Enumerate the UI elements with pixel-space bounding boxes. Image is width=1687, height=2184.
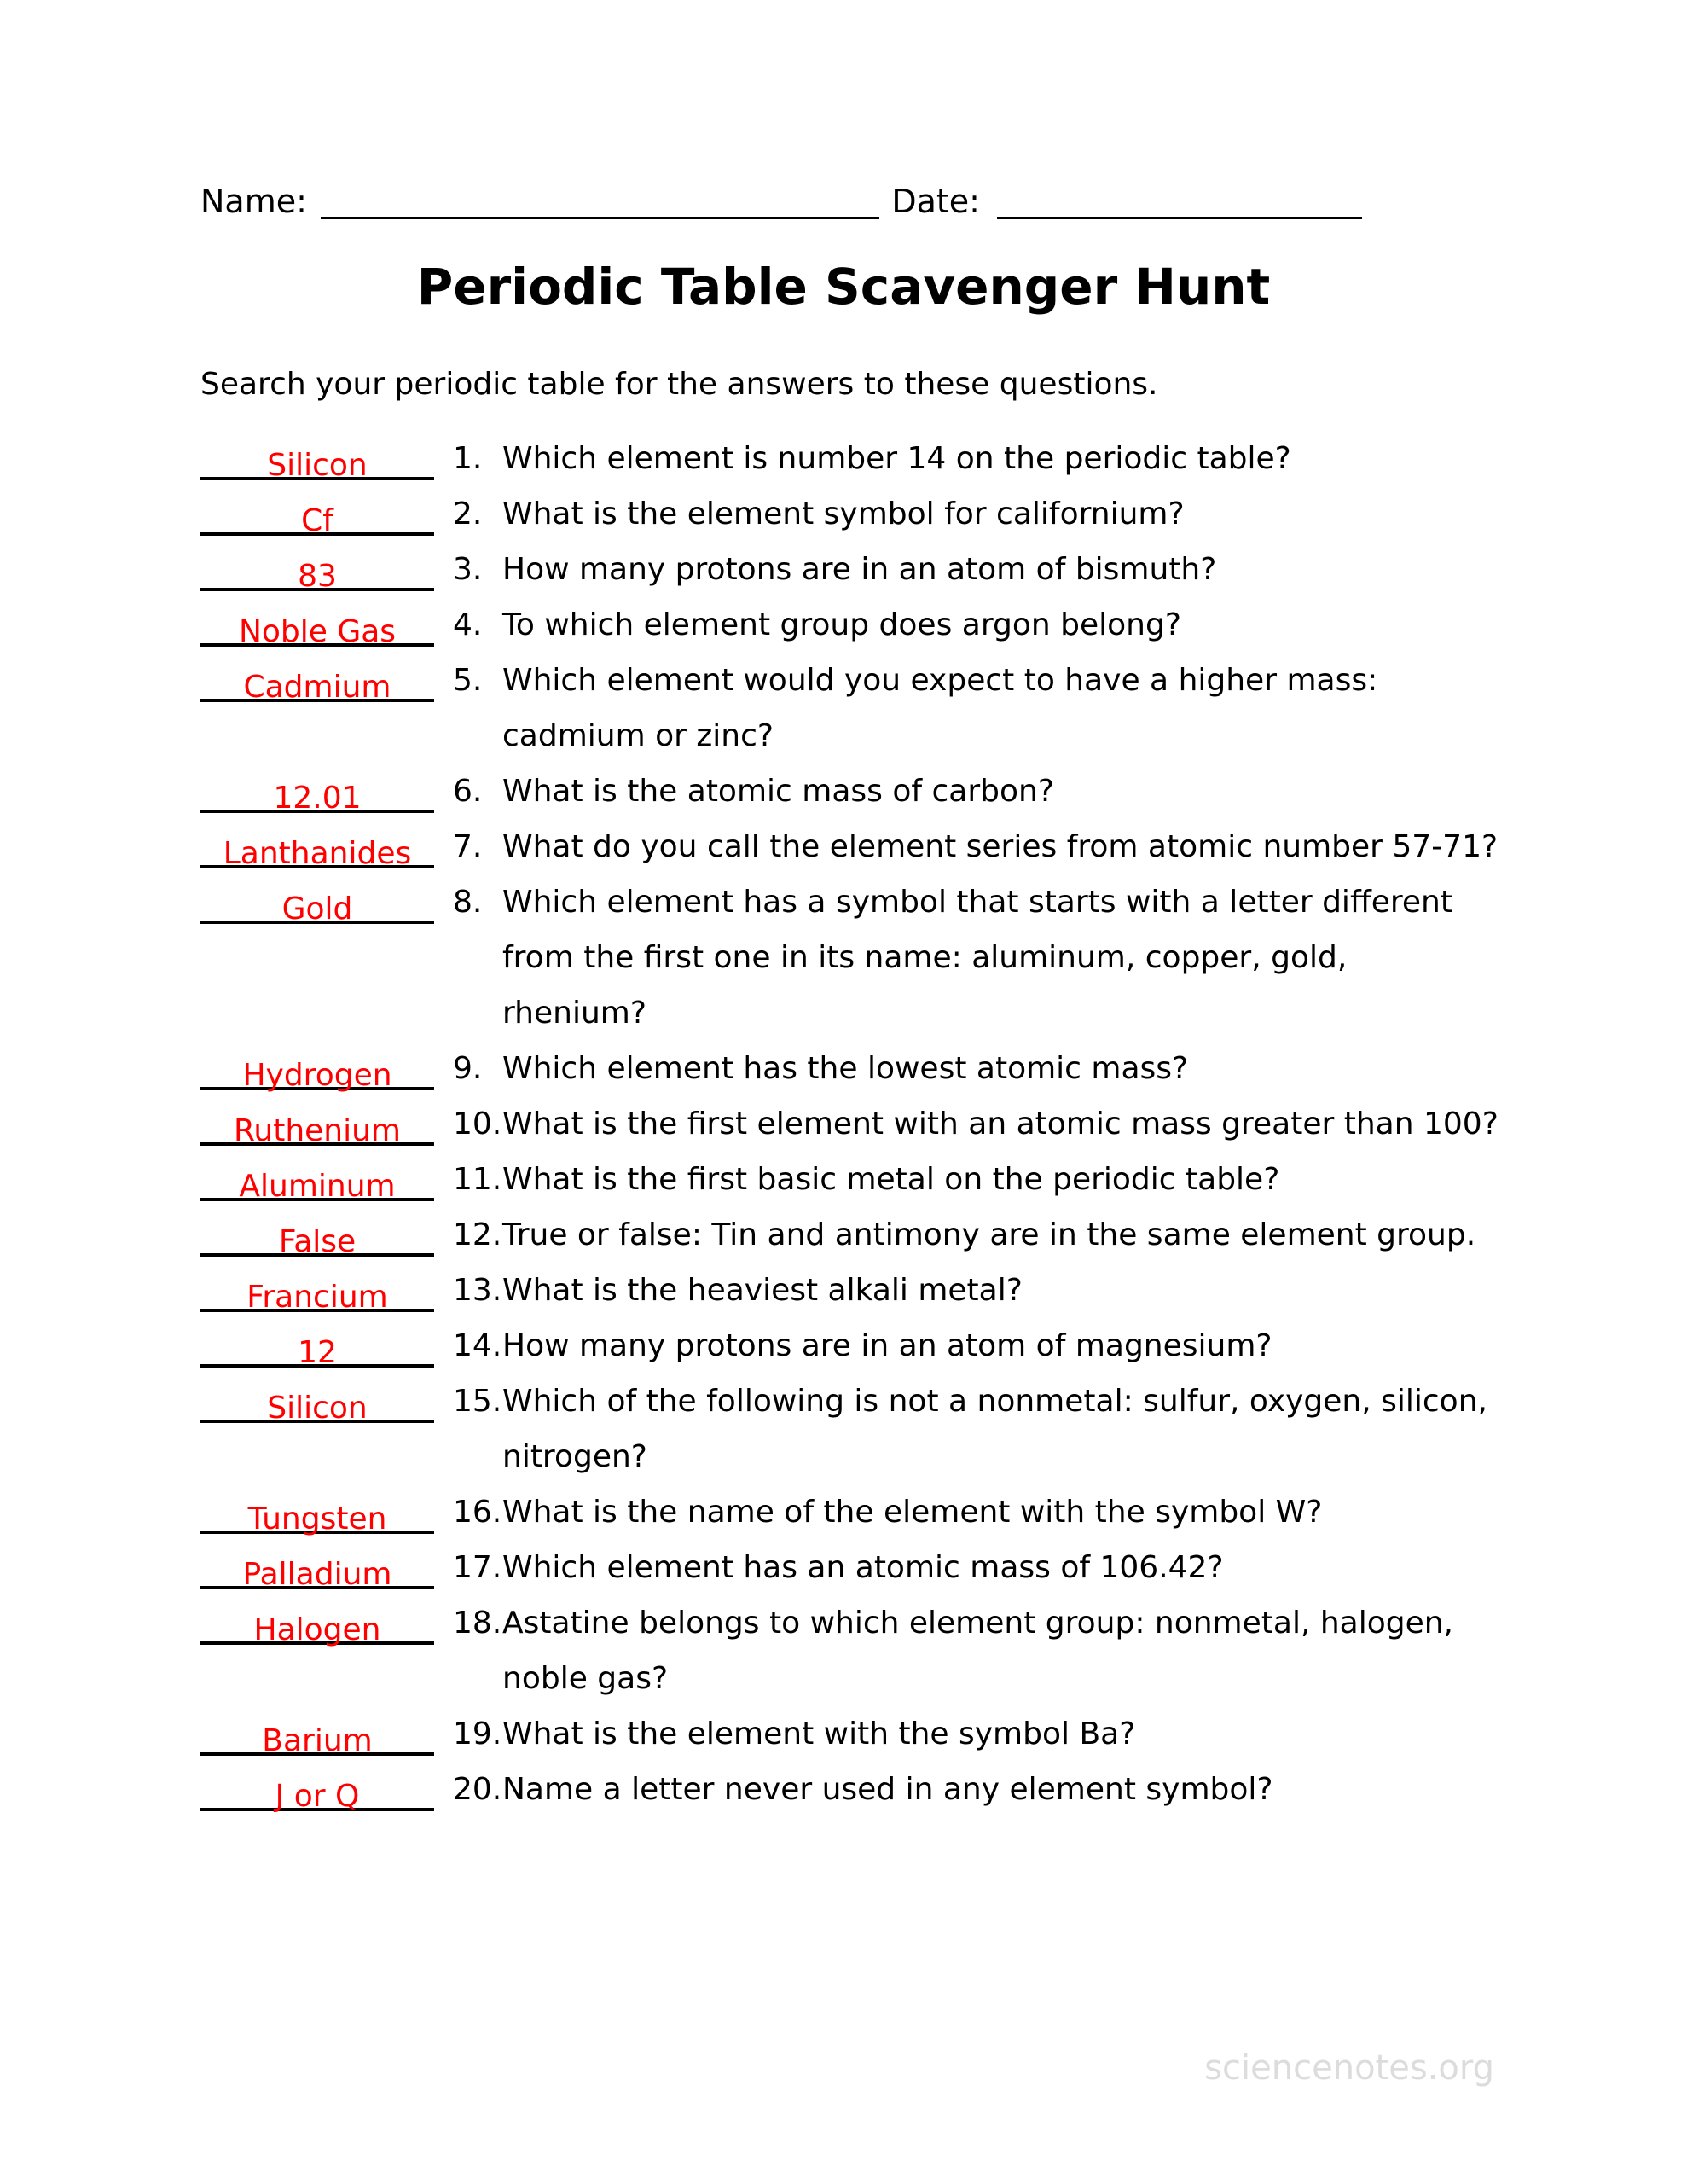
footer-site-credit: sciencenotes.org xyxy=(1204,2048,1494,2088)
question-text xyxy=(502,597,1644,653)
answer-text: Silicon xyxy=(267,447,368,483)
question-text xyxy=(502,764,1644,819)
question-number: 12. xyxy=(453,1217,502,1252)
question-line: What do you call the element series from atomic number 57-71? xyxy=(502,829,1499,864)
question-line: What is the name of the element with the symbol W? xyxy=(502,1495,1323,1530)
question-number: 11. xyxy=(453,1162,502,1197)
question-line: How many protons are in an atom of magnesium? xyxy=(502,1328,1272,1363)
question-row xyxy=(200,597,1644,653)
question-number: 5. xyxy=(453,663,483,698)
answer-text: 12.01 xyxy=(273,780,362,816)
question-number: 13. xyxy=(453,1273,502,1308)
question-number: 7. xyxy=(453,829,483,864)
question-text xyxy=(502,1706,1644,1762)
answer-text: Ruthenium xyxy=(234,1112,401,1148)
answer-text: Halogen xyxy=(253,1612,381,1647)
question-line: To which element group does argon belong? xyxy=(502,607,1181,642)
question-text xyxy=(502,653,1644,764)
question-row xyxy=(200,874,1644,1041)
question-row xyxy=(200,1762,1644,1817)
question-text xyxy=(502,1263,1644,1318)
question-number: 18. xyxy=(453,1606,502,1641)
question-line: What is the first basic metal on the periodic table? xyxy=(502,1162,1280,1197)
answer-blank xyxy=(200,1207,434,1257)
answer-blank xyxy=(200,1263,434,1315)
question-line: nitrogen? xyxy=(502,1439,647,1474)
question-text xyxy=(502,1096,1644,1152)
answer-blank xyxy=(200,653,434,705)
question-row xyxy=(200,431,1644,486)
question-number: 16. xyxy=(453,1495,502,1530)
question-number: 6. xyxy=(453,774,483,809)
answer-text: False xyxy=(278,1223,357,1259)
answer-blank xyxy=(200,431,434,483)
question-text xyxy=(502,1152,1644,1207)
question-text xyxy=(502,1762,1644,1817)
question-line: Which of the following is not a nonmetal: sulfur, oxygen, silicon, xyxy=(502,1384,1487,1419)
answer-text: Gold xyxy=(281,891,353,926)
answer-blank xyxy=(200,1318,434,1368)
answer-text: Palladium xyxy=(242,1556,392,1592)
question-row xyxy=(200,1207,1644,1263)
question-number: 1. xyxy=(453,441,483,476)
answer-blank xyxy=(200,874,434,924)
question-row xyxy=(200,1540,1644,1595)
answer-text: Aluminum xyxy=(239,1168,396,1204)
question-line: What is the element with the symbol Ba? xyxy=(502,1716,1136,1751)
question-number: 8. xyxy=(453,885,483,920)
question-line: What is the first element with an atomic mass greater than 100? xyxy=(502,1107,1499,1141)
question-line: noble gas? xyxy=(502,1661,669,1696)
question-number: 14. xyxy=(453,1328,502,1363)
question-line: What is the atomic mass of carbon? xyxy=(502,774,1054,809)
question-line: cadmium or zinc? xyxy=(502,718,774,753)
question-row xyxy=(200,1152,1644,1207)
page-title: Periodic Table Scavenger Hunt xyxy=(416,258,1271,316)
answer-text: Lanthanides xyxy=(223,835,412,871)
date-label: Date: xyxy=(891,183,980,220)
intro-text: Search your periodic table for the answers to these questions. xyxy=(200,367,1158,402)
answer-blank xyxy=(200,1595,434,1645)
answer-text: Silicon xyxy=(267,1390,368,1426)
question-row xyxy=(200,486,1644,542)
answer-text: 12 xyxy=(298,1334,337,1370)
answer-blank xyxy=(200,1041,434,1093)
question-line: from the first one in its name: aluminum, copper, gold, xyxy=(502,940,1348,975)
question-number: 2. xyxy=(453,497,483,531)
answer-blank xyxy=(200,764,434,816)
question-line: What is the element symbol for californium? xyxy=(502,497,1185,531)
answer-text: Tungsten xyxy=(247,1501,387,1536)
question-line: Name a letter never used in any element symbol? xyxy=(502,1772,1273,1807)
name-label: Name: xyxy=(200,183,307,220)
question-row xyxy=(200,819,1644,874)
question-line: Which element has an atomic mass of 106.42? xyxy=(502,1550,1224,1585)
question-text xyxy=(502,431,1644,486)
answer-blank xyxy=(200,486,434,536)
question-number: 20. xyxy=(453,1772,502,1807)
question-text xyxy=(502,1374,1644,1484)
question-text xyxy=(502,819,1644,874)
answer-blank xyxy=(200,1762,434,1814)
question-text xyxy=(502,542,1644,597)
question-text xyxy=(502,1595,1644,1706)
question-row xyxy=(200,1263,1644,1318)
answer-text: Francium xyxy=(246,1279,388,1315)
answer-blank xyxy=(200,819,434,871)
question-row xyxy=(200,542,1644,597)
question-row xyxy=(200,764,1644,819)
question-row xyxy=(200,1318,1644,1374)
question-text xyxy=(502,1207,1644,1263)
question-line: What is the heaviest alkali metal? xyxy=(502,1273,1023,1308)
name-date-row xyxy=(200,181,1362,223)
question-row xyxy=(200,1041,1644,1096)
question-line: Which element is number 14 on the periodic table? xyxy=(502,441,1291,476)
question-number: 10. xyxy=(453,1107,502,1141)
answer-text: Barium xyxy=(262,1722,373,1758)
answer-blank xyxy=(200,1540,434,1592)
answer-text: J or Q xyxy=(275,1778,360,1814)
question-number: 9. xyxy=(453,1051,483,1086)
answer-blank xyxy=(200,1706,434,1756)
question-row xyxy=(200,1484,1644,1540)
question-line: How many protons are in an atom of bismuth? xyxy=(502,552,1217,587)
question-number: 4. xyxy=(453,607,483,642)
questions-list xyxy=(200,431,1644,1817)
question-number: 17. xyxy=(453,1550,502,1585)
answer-text: Noble Gas xyxy=(238,613,397,649)
question-line: Which element has the lowest atomic mass? xyxy=(502,1051,1189,1086)
question-line: Which element would you expect to have a higher mass: xyxy=(502,663,1378,698)
answer-blank xyxy=(200,1096,434,1146)
date-blank-line xyxy=(997,211,1362,219)
question-text xyxy=(502,1041,1644,1096)
answer-text: Cf xyxy=(301,502,333,538)
answer-blank xyxy=(200,1484,434,1534)
answer-blank xyxy=(200,1152,434,1204)
answer-text: 83 xyxy=(298,558,337,594)
answer-text: Cadmium xyxy=(243,669,391,705)
question-line: rhenium? xyxy=(502,996,646,1031)
question-row xyxy=(200,1706,1644,1762)
question-number: 3. xyxy=(453,552,483,587)
question-row xyxy=(200,1595,1644,1706)
question-text xyxy=(502,1484,1644,1540)
question-line: Astatine belongs to which element group: nonmetal, halogen, xyxy=(502,1606,1453,1641)
question-row xyxy=(200,653,1644,764)
question-text xyxy=(502,1540,1644,1595)
question-row xyxy=(200,1374,1644,1484)
question-text xyxy=(502,874,1644,1041)
question-number: 15. xyxy=(453,1384,502,1419)
question-line: True or false: Tin and antimony are in the same element group. xyxy=(502,1217,1476,1252)
question-text xyxy=(502,486,1644,542)
question-number: 19. xyxy=(453,1716,502,1751)
answer-blank xyxy=(200,1374,434,1426)
answer-blank xyxy=(200,542,434,594)
answer-text: Hydrogen xyxy=(242,1057,392,1093)
name-blank-line xyxy=(321,211,879,219)
question-row xyxy=(200,1096,1644,1152)
question-text xyxy=(502,1318,1644,1374)
question-line: Which element has a symbol that starts with a letter different xyxy=(502,885,1452,920)
answer-blank xyxy=(200,597,434,647)
